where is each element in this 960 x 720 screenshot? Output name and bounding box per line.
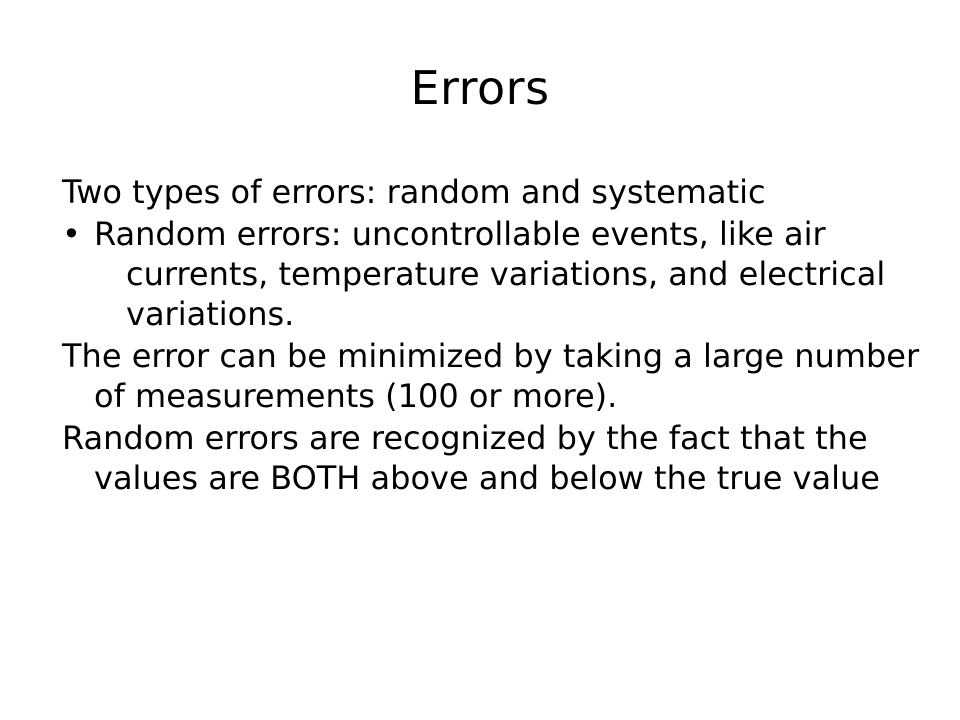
slide-body	[62, 172, 922, 498]
bullet-icon: •	[62, 215, 81, 253]
slide-title: Errors	[410, 61, 550, 115]
bullet-text: Random errors: uncontrollable events, like air currents, temperature variations, and electrical variations.	[94, 215, 886, 333]
intro-text: Two types of errors: random and systematic	[62, 173, 766, 211]
minimize-paragraph: The error can be minimized by taking a large number of measurements (100 or more).	[62, 337, 920, 415]
recognize-paragraph: Random errors are recognized by the fact that the values are BOTH above and below the true value	[62, 419, 880, 497]
bullet-item-random-errors	[62, 214, 922, 334]
